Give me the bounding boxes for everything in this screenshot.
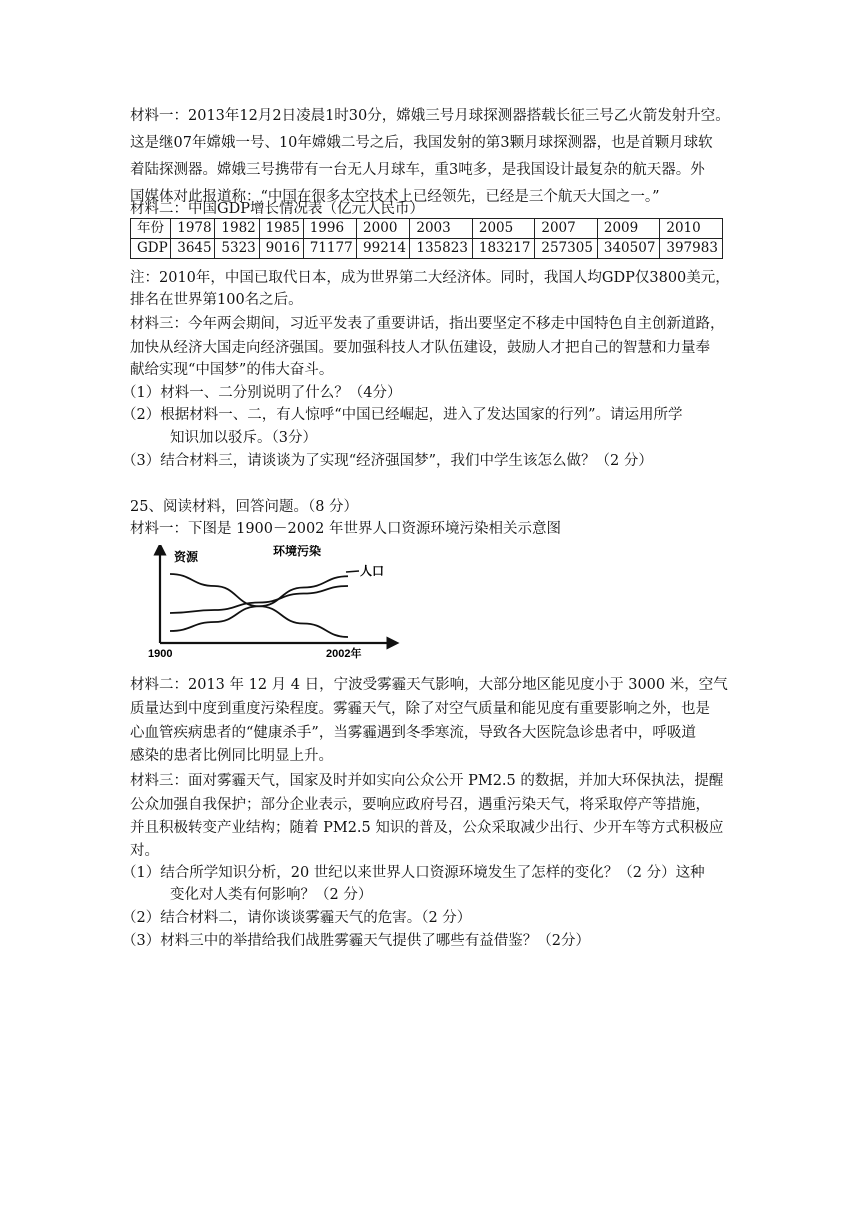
table-cell: 135823 [410, 239, 473, 259]
series-label-0: 资源 [174, 550, 199, 564]
q25-material2-line: 心血管疾病患者的“健康杀手”，当雾霾遇到冬季寒流，导致各大医院急诊患者中，呼吸道 [130, 725, 696, 741]
q24-question-2: （2）根据材料一、二，有人惊呼“中国已经崛起，进入了发达国家的行列”。请运用所学 [122, 407, 683, 423]
q24-material3-line: 材料三：今年两会期间，习近平发表了重要讲话，指出要坚定不移走中国特色自主创新道路， [130, 316, 725, 332]
table-cell: 99214 [357, 239, 410, 259]
q24-material3-line: 加快从经济大国走向经济强国。要加强科技人才队伍建设，鼓励人才把自己的智慧和力量奉 [130, 340, 710, 356]
table-cell: 9016 [259, 239, 303, 259]
gdp-table [130, 218, 723, 259]
q25-material3-line: 并且积极转变产业结构；随着 PM2.5 知识的普及，公众采取减少出行、少开车等方式积极应 [130, 820, 724, 836]
table-cell: 397983 [660, 239, 723, 259]
q24-material1-line: 着陆探测器。嫦娥三号携带有一台无人月球车，重3吨多，是我国设计最复杂的航天器。外 [130, 162, 705, 178]
q25-question-1-cont: 变化对人类有何影响？（2 分） [170, 887, 373, 903]
q25-question-3: （3）材料三中的举措给我们战胜雾霾天气提供了哪些有益借鉴？（2分） [122, 933, 590, 949]
q24-question-2-cont: 知识加以驳斥。（3分） [170, 430, 317, 446]
series-label-2: 人口 [360, 564, 385, 578]
q25-header: 25、阅读材料，回答问题。（8 分） [130, 499, 359, 515]
q25-material2-line: 质量达到中度到重度污染程度。雾霾天气，除了对空气质量和能见度有重要影响之外，也是 [130, 701, 710, 717]
q25-material3-line: 材料三：面对雾霾天气，国家及时并如实向公众公开 PM2.5 的数据，并加大环保执法，提醒 [130, 773, 724, 789]
q25-material3-line: 公众加强自我保护；部分企业表示，要响应政府号召，遇重污染天气，将采取停产等措施， [130, 797, 710, 813]
q25-material2-line: 材料二：2013 年 12 月 4 日，宁波受雾霾天气影响，大部分地区能见度小于 3000 米，空气 [130, 677, 728, 693]
q25-material1: 材料一：下图是 1900－2002 年世界人口资源环境污染相关示意图 [130, 521, 562, 537]
table-cell: 2007 [535, 219, 598, 239]
table-cell: 2005 [472, 219, 535, 239]
table-cell: 71177 [303, 239, 356, 259]
q24-question-1: （1）材料一、二分别说明了什么？（4分） [122, 385, 402, 401]
series-line-1 [170, 576, 348, 631]
table-row-gdp [131, 239, 723, 259]
x-start-label: 1900 [148, 648, 173, 660]
population-resource-pollution-chart [148, 545, 418, 660]
table-cell: 2000 [357, 219, 410, 239]
q25-material3-line: 对。 [130, 843, 159, 859]
table-cell: 5323 [215, 239, 259, 259]
table-cell: 1978 [171, 219, 215, 239]
table-cell: 1996 [303, 219, 356, 239]
table-cell: 257305 [535, 239, 598, 259]
q25-question-2: （2）结合材料二，请你谈谈雾霾天气的危害。（2 分） [122, 910, 472, 926]
series-label-1: 环境污染 [273, 545, 322, 558]
q24-question-3: （3）结合材料三，请谈谈为了实现“经济强国梦”，我们中学生该怎么做？（2 分） [122, 453, 653, 469]
q24-material2-title: 材料二：中国GDP增长情况表（亿元人民币） [130, 201, 424, 217]
q24-material3-line: 献给实现“中国梦”的伟大奋斗。 [130, 362, 334, 378]
label-leader-line [346, 571, 359, 572]
table-row-years [131, 219, 723, 239]
table-cell: 3645 [171, 239, 215, 259]
table-cell: 2010 [660, 219, 723, 239]
q24-material1-line: 国媒体对此报道称：“中国在很多太空技术上已经领先，已经是三个航天大国之一。” [130, 189, 660, 205]
q25-material2-line: 感染的患者比例同比明显上升。 [130, 748, 333, 764]
table-cell: 2003 [410, 219, 473, 239]
table-cell: 340507 [597, 239, 660, 259]
q24-material1-line: 材料一：2013年12月2日凌晨1时30分，嫦娥三号月球探测器搭载长征三号乙火箭发射升空。 [130, 108, 730, 124]
q24-note-line: 注：2010年，中国已取代日本，成为世界第二大经济体。同时，我国人均GDP仅3800美元， [130, 270, 730, 286]
table-cell: 2009 [597, 219, 660, 239]
table-cell: 1985 [259, 219, 303, 239]
series-line-2 [170, 586, 348, 613]
table-cell: GDP [131, 239, 171, 259]
q24-note-line: 排名在世界第100名之后。 [130, 292, 303, 308]
q25-question-1: （1）结合所学知识分析，20 世纪以来世界人口资源环境发生了怎样的变化？（2 分）这种 [122, 865, 705, 881]
table-cell: 年份 [131, 219, 171, 239]
q24-material1-line: 这是继07年嫦娥一号、10年嫦娥二号之后，我国发射的第3颗月球探测器，也是首颗月球软 [130, 135, 713, 151]
table-cell: 183217 [472, 239, 535, 259]
table-cell: 1982 [215, 219, 259, 239]
x-end-label: 2002年 [326, 648, 362, 660]
